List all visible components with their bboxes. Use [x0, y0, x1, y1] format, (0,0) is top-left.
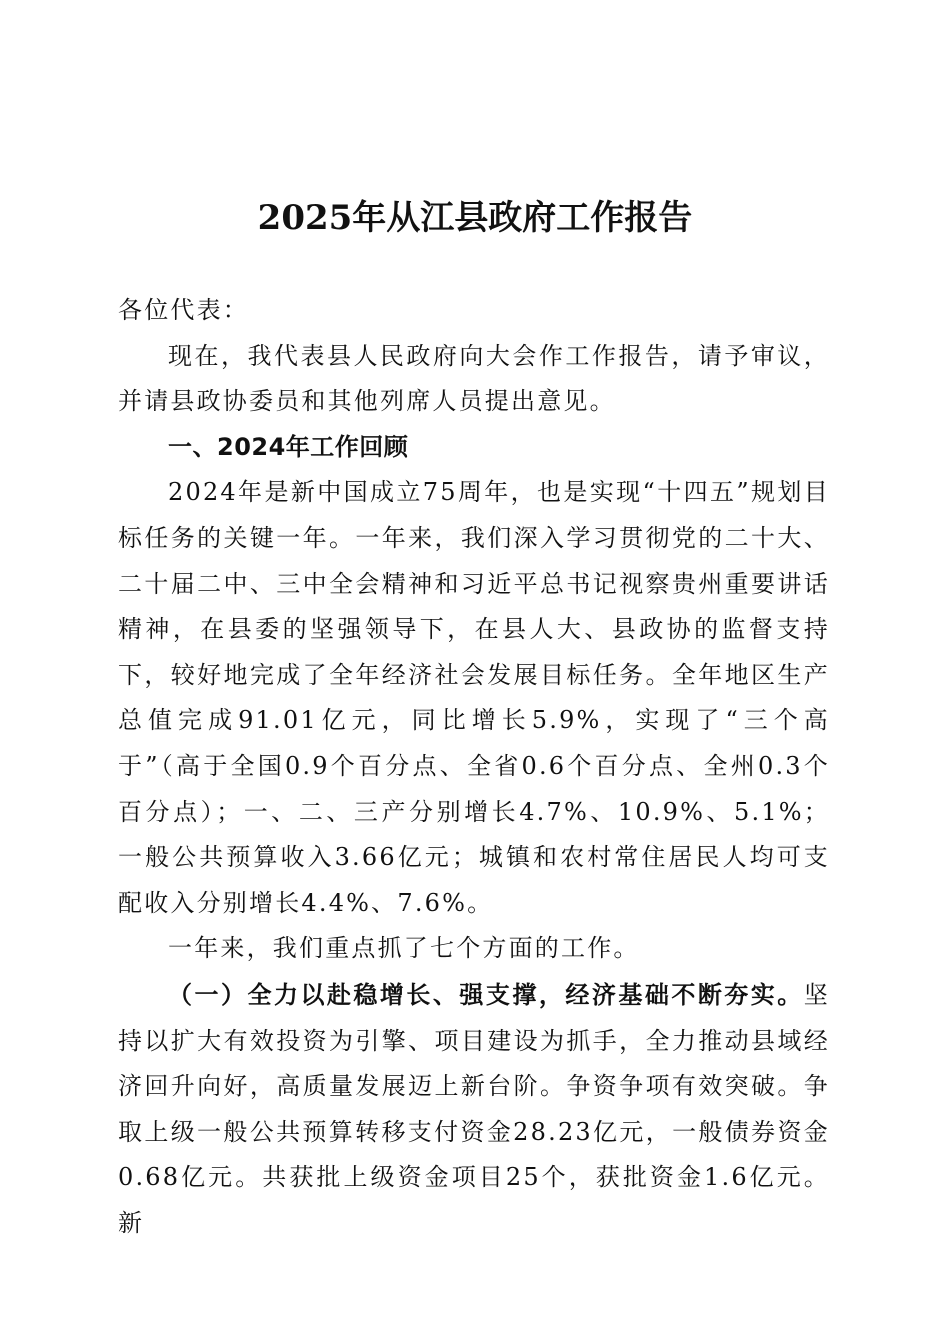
section-heading-review: 一、2024年工作回顾: [168, 432, 409, 461]
subsection-lead-1: （一）全力以赴稳增长、强支撑，经济基础不断夯实。: [168, 979, 804, 1009]
seven-aspects-paragraph: 一年来，我们重点抓了七个方面的工作。: [168, 934, 640, 963]
review-paragraph: 2024年是新中国成立75周年，也是实现“十四五”规划目标任务的关键一年。一年来，我们深入学习贯彻党的二十大、二十届二中、三中全会精神和习近平总书记视察贵州重要讲话精神，在县委的坚强领导下，在县人大、县政协的监督支持下，较好地完成了全年经济社会发展目标任务。全年地区生产总值完成91.01亿元，同比增长5.9%，实现了“三个高于”（高于全国0.9个百分点、全省0.6个百分点、全州0.3个百分点）；一、二、三产分别增长4.7%、10.9%、5.1%；一般公共预算收入3.66亿元；城镇和农村常住居民人均可支配收入分别增长4.4%、7.6%。: [118, 478, 830, 917]
document-body: [118, 288, 830, 1246]
salutation: 各位代表：: [118, 296, 249, 324]
subsection-text-1: 坚持以扩大有效投资为引擎、项目建设为抓手，全力推动县域经济回升向好，高质量发展迈上新台阶。争资争项有效突破。争取上级一般公共预算转移支付资金28.23亿元，一般债券资金0.68亿元。共获批上级资金项目25个，获批资金1.6亿元。新: [118, 980, 830, 1237]
subsection-paragraph-1: [118, 972, 830, 1247]
document-title: 2025年从江县政府工作报告: [257, 198, 693, 238]
intro-paragraph: 现在，我代表县人民政府向大会作工作报告，请予审议，并请县政协委员和其他列席人员提出意见。: [118, 341, 830, 416]
